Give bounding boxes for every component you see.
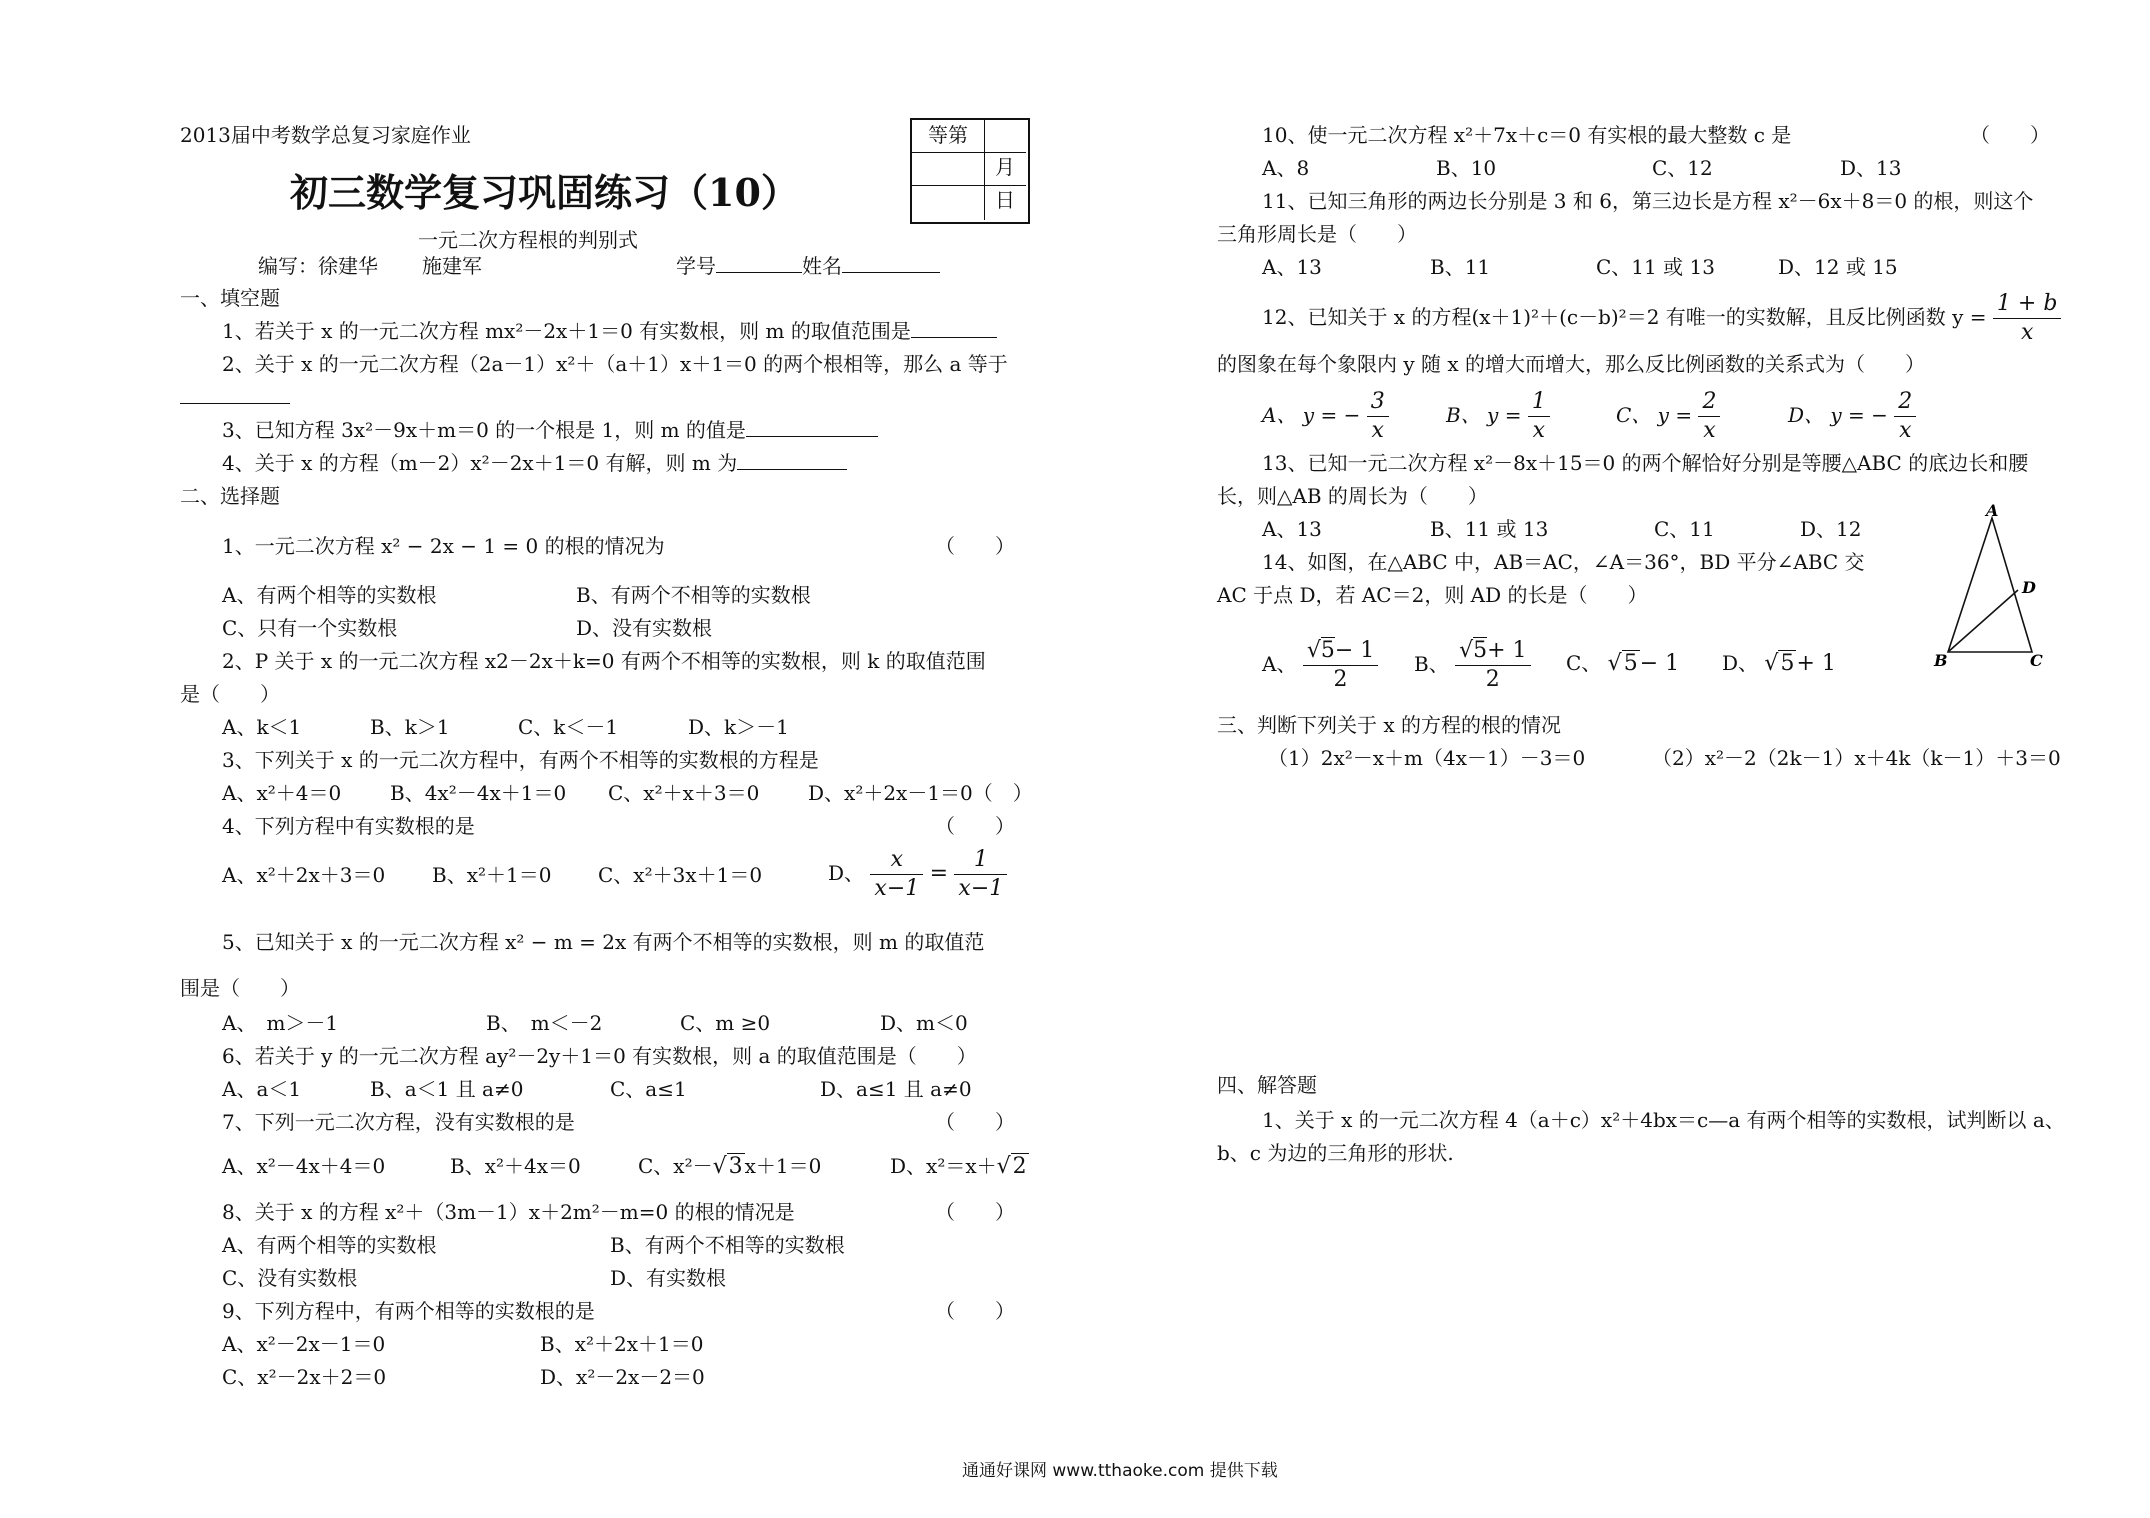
choice-q9-a: A、x²－2x－1＝0 [222, 1332, 386, 1356]
solve-q1: 1、关于 x 的一元二次方程 4（a＋c）x²＋4bx＝c—a 有两个相等的实数根，试判断以 a、 [1262, 1108, 2065, 1132]
student-no-label: 学号 [676, 254, 716, 278]
fraction-x-over-x-1: $\frac{x}{x-1}$ [870, 846, 923, 903]
choice-q7-d: D、x²＝x＋√2 [890, 1154, 1027, 1179]
choice-q11-d: D、12 或 15 [1778, 255, 1898, 279]
author-1: 编写：徐建华 [258, 254, 378, 278]
fill-q3 [222, 417, 878, 443]
choice-q2-a: A、k＜1 [222, 715, 302, 739]
choice-q14-d: D、 √5+ 1 [1722, 651, 1836, 676]
choice-q5-b: B、 m＜－2 [486, 1011, 603, 1035]
choice-q3-c: C、x²＋x＋3＝0 [608, 781, 760, 805]
choice-q13-b: B、11 或 13 [1430, 517, 1549, 541]
choice-q8-c: C、没有实数根 [222, 1266, 358, 1290]
choice-q5: 5、已知关于 x 的一元二次方程 x² − m = 2x 有两个不相等的实数根，则 m 的取值范 [222, 930, 985, 954]
fill-q4-text: 4、关于 x 的方程（m－2）x²－2x＋1＝0 有解，则 m 为 [222, 451, 738, 475]
choice-q14-cont: AC 于点 D，若 AC＝2，则 AD 的长是（ ） [1217, 583, 1648, 607]
fraction-1-plus-b-over-x: $\frac{1 + b}{x}$ [1993, 290, 2062, 347]
choice-q8-a: A、有两个相等的实数根 [222, 1233, 437, 1257]
page-subtitle: 一元二次方程根的判别式 [418, 228, 638, 252]
grade-box [910, 118, 1030, 224]
fill-q3-text: 3、已知方程 3x²－9x＋m＝0 的一个根是 1，则 m 的值是 [222, 418, 746, 442]
footer-source: 通通好课网 www.tthaoke.com 提供下载 [962, 1461, 1278, 1481]
choice-q10-d: D、13 [1840, 156, 1902, 180]
choice-q13: 13、已知一元二次方程 x²－8x＋15＝0 的两个解恰好分别是等腰△ABC 的底边长和腰 [1262, 451, 2029, 475]
name-label: 姓名 [802, 254, 842, 278]
choice-q10-c: C、12 [1652, 156, 1713, 180]
choice-q8-d: D、有实数根 [610, 1266, 727, 1290]
choice-q13-a: A、13 [1262, 517, 1322, 541]
vertex-b-label: B [1934, 651, 1948, 670]
choice-q2: 2、P 关于 x 的一元二次方程 x2－2x＋k=0 有两个不相等的实数根，则 k 的取值范围 [222, 649, 986, 673]
choice-q2-b: B、k＞1 [370, 715, 450, 739]
fill-q4-answer[interactable] [737, 451, 847, 470]
day-cell[interactable] [912, 185, 985, 220]
grade-cell[interactable] [984, 120, 1026, 153]
choice-q5-cont: 围是（ ） [180, 976, 300, 1000]
choice-q5-a: A、 m＞－1 [222, 1011, 339, 1035]
judge-q2: （2）x²－2（2k－1）x＋4k（k－1）＋3＝0 [1652, 746, 2061, 770]
choice-q1-b: B、有两个不相等的实数根 [576, 583, 811, 607]
choice-q13-c: C、11 [1654, 517, 1715, 541]
choice-q1-d: D、没有实数根 [576, 616, 713, 640]
choice-q4-a: A、x²＋2x＋3＝0 [222, 863, 386, 887]
choice-q4-b: B、x²＋1＝0 [432, 863, 552, 887]
equals-sign: = [929, 861, 949, 886]
choice-q7-a: A、x²－4x＋4＝0 [222, 1154, 386, 1178]
choice-q14: 14、如图，在△ABC 中，AB＝AC，∠A＝36°，BD 平分∠ABC 交 [1262, 550, 1865, 574]
choice-q7-b: B、x²＋4x＝0 [450, 1154, 581, 1178]
choice-q4-paren: （ ） [935, 814, 1015, 838]
choice-q9-b: B、x²＋2x＋1＝0 [540, 1332, 704, 1356]
choice-q14-a: A、 $\frac{√5- 1}{2}$ [1262, 634, 1378, 694]
judge-q1: （1）2x²－x＋m（4x－1）－3＝0 [1268, 746, 1586, 770]
choice-q4-d [828, 843, 1007, 904]
choice-q9-paren: （ ） [935, 1299, 1015, 1323]
grade-label: 等第 [912, 120, 985, 153]
choice-q6-d: D、a≤1 且 a≠0 [820, 1077, 972, 1101]
choice-q8-paren: （ ） [935, 1200, 1015, 1224]
triangle-abc [1948, 518, 2032, 652]
vertex-a-label: A [1986, 501, 1999, 520]
student-no-field[interactable] [716, 254, 802, 273]
section-solve: 四、解答题 [1217, 1073, 1317, 1097]
choice-q10-a: A、8 [1262, 156, 1310, 180]
sqrt-3: √3 [712, 1154, 743, 1179]
author-2: 施建军 [422, 254, 482, 278]
choice-q12-c: C、 y = $\frac{2}{x}$ [1616, 388, 1720, 445]
fill-q2-answer-line[interactable] [180, 384, 290, 410]
choice-q12-a: A、 y = − $\frac{3}{x}$ [1262, 388, 1389, 445]
section-choice: 二、选择题 [180, 484, 280, 508]
choice-q4-c: C、x²＋3x＋1＝0 [598, 863, 763, 887]
page-title: 初三数学复习巩固练习（10） [290, 170, 799, 215]
choice-q12-cont: 的图象在每个象限内 y 随 x 的增大而增大，那么反比例函数的关系式为（ ） [1217, 352, 1926, 376]
choice-q4: 4、下列方程中有实数根的是 [222, 814, 475, 838]
choice-q1-c: C、只有一个实数根 [222, 616, 398, 640]
name-field[interactable] [842, 254, 940, 273]
choice-q4-d-label: D、 [828, 861, 865, 885]
vertex-c-label: C [2030, 651, 2043, 670]
choice-q12-d: D、 y = − $\frac{2}{x}$ [1788, 388, 1916, 445]
choice-q2-cont: 是（ ） [180, 682, 280, 706]
choice-q13-d: D、12 [1800, 517, 1862, 541]
choice-q7-c: C、x²－√3 x＋1＝0 [638, 1154, 822, 1179]
choice-q6-c: C、a≤1 [610, 1077, 687, 1101]
choice-q10-paren: （ ） [1970, 123, 2050, 147]
series-label: 2013届中考数学总复习家庭作业 [180, 123, 471, 147]
choice-q1: 1、一元二次方程 x² − 2x − 1 = 0 的根的情况为 [222, 534, 665, 558]
choice-q12: 12、已知关于 x 的方程(x＋1)²＋(c－b)²＝2 有唯一的实数解，且反比例函数 y = $\frac{1 + b}{x}$ [1262, 290, 2061, 347]
section-judge: 三、判断下列关于 x 的方程的根的情况 [1217, 713, 1561, 737]
choice-q7-paren: （ ） [935, 1110, 1015, 1134]
fill-q3-answer[interactable] [746, 418, 878, 437]
choice-q13-cont: 长，则△AB 的周长为（ ） [1217, 484, 1488, 508]
solve-q1-cont: b、c 为边的三角形的形状. [1217, 1141, 1454, 1165]
choice-q7: 7、下列一元二次方程，没有实数根的是 [222, 1110, 575, 1134]
fill-q1-answer[interactable] [911, 319, 997, 338]
choice-q6: 6、若关于 y 的一元二次方程 ay²－2y＋1＝0 有实数根，则 a 的取值范围是（ ） [222, 1044, 977, 1068]
choice-q2-d: D、k＞－1 [688, 715, 789, 739]
fill-q1 [222, 318, 997, 344]
month-cell[interactable] [912, 152, 985, 186]
choice-q11-b: B、11 [1430, 255, 1491, 279]
sqrt-2: √2 [996, 1154, 1027, 1179]
choice-q3-b: B、4x²－4x＋1＝0 [390, 781, 567, 805]
choice-q10: 10、使一元二次方程 x²＋7x＋c＝0 有实根的最大整数 c 是 [1262, 123, 1792, 147]
choice-q5-d: D、m＜0 [880, 1011, 968, 1035]
choice-q14-c: C、 √5− 1 [1566, 651, 1680, 676]
choice-q8: 8、关于 x 的方程 x²＋（3m－1）x＋2m²－m=0 的根的情况是 [222, 1200, 795, 1224]
month-label: 月 [984, 152, 1026, 186]
choice-q11-c: C、11 或 13 [1596, 255, 1715, 279]
fill-q4 [222, 450, 847, 476]
choice-q9: 9、下列方程中，有两个相等的实数根的是 [222, 1299, 595, 1323]
choice-q10-b: B、10 [1436, 156, 1497, 180]
choice-q6-b: B、a＜1 且 a≠0 [370, 1077, 524, 1101]
author-label [258, 253, 482, 279]
choice-q11: 11、已知三角形的两边长分别是 3 和 6，第三边长是方程 x²－6x＋8＝0 的根，则这个 [1262, 189, 2034, 213]
choice-q14-b: B、 $\frac{√5+ 1}{2}$ [1414, 634, 1531, 694]
choice-q11-cont: 三角形周长是（ ） [1217, 222, 1417, 246]
choice-q5-c: C、m ≥0 [680, 1011, 771, 1035]
choice-q1-a: A、有两个相等的实数根 [222, 583, 437, 607]
choice-q9-c: C、x²－2x＋2＝0 [222, 1365, 387, 1389]
choice-q3-d: D、x²＋2x－1＝0（ ） [808, 781, 1033, 805]
fill-q2: 2、关于 x 的一元二次方程（2a－1）x²＋（a＋1）x＋1＝0 的两个根相等，那么 a 等于 [222, 352, 1008, 376]
choice-q9-d: D、x²－2x－2＝0 [540, 1365, 705, 1389]
choice-q6-a: A、a＜1 [222, 1077, 302, 1101]
fraction-1-over-x-1: $\frac{1}{x-1}$ [954, 846, 1007, 903]
triangle-abc-figure [1930, 500, 2050, 670]
point-d-label: D [2022, 578, 2036, 597]
choice-q8-b: B、有两个不相等的实数根 [610, 1233, 845, 1257]
choice-q3: 3、下列关于 x 的一元二次方程中，有两个不相等的实数根的方程是 [222, 748, 819, 772]
choice-q11-a: A、13 [1262, 255, 1322, 279]
student-info [676, 253, 940, 279]
choice-q2-c: C、k＜－1 [518, 715, 619, 739]
section-fill-in: 一、填空题 [180, 286, 280, 310]
choice-q3-a: A、x²＋4＝0 [222, 781, 342, 805]
choice-q1-paren: （ ） [935, 534, 1015, 558]
fill-q1-text: 1、若关于 x 的一元二次方程 mx²－2x＋1＝0 有实数根，则 m 的取值范围是 [222, 319, 911, 343]
choice-q12-b: B、 y = $\frac{1}{x}$ [1446, 388, 1550, 445]
day-label: 日 [995, 188, 1015, 212]
